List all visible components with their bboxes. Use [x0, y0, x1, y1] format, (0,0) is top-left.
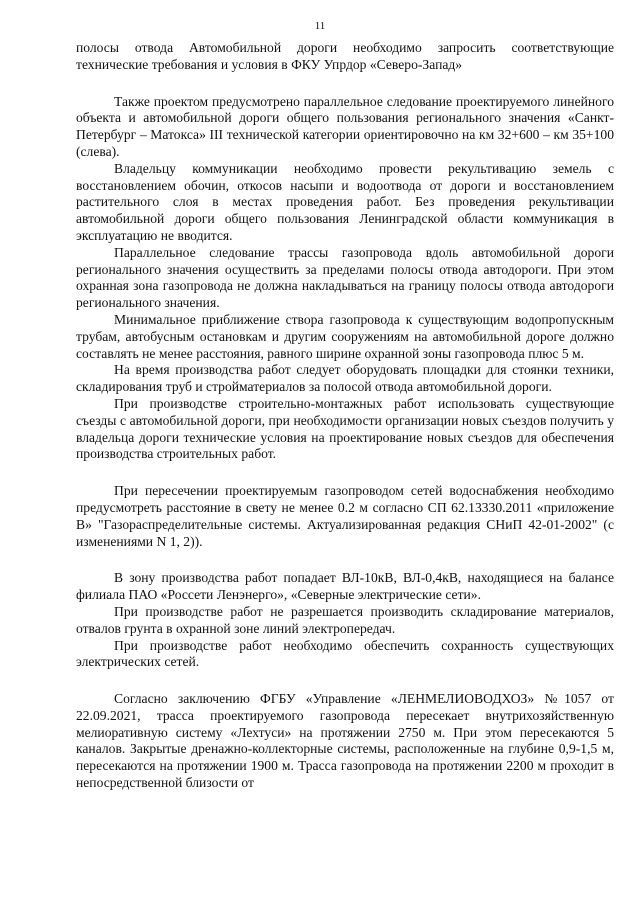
paragraph-equipment-sites: На время производства работ следует оборудовать площадки для стоянки техники, складирования труб и стройматериалов за полосой отвода автомобильной дороги. [76, 362, 614, 395]
paragraph-exits: При производстве строительно-монтажных работ использовать существующие съезды с автомобильной дороги, при необходимости организации новых съездов получить у владельца дороги технические условия на проектирование новых съездов для обеспечения производства строительных работ. [76, 395, 614, 462]
paragraph-min-approach: Минимальное приближение створа газопровода к существующим водопропускным трубам, автобусным остановкам и другим сооружениям на автомобильной дороге должно составлять не менее расстояния, равного ширине охранной зоны газопровода плюс 5 м. [76, 311, 614, 361]
paragraph-continuation: полосы отвода Автомобильной дороги необходимо запросить соответствующие технические требования и условия в ФКУ Упрдор «Северо-Запад» [76, 40, 614, 72]
paragraph-water-supply: При пересечении проектируемым газопроводом сетей водоснабжения необходимо предусмотреть расстояние в свету не менее 0.2 м согласно СП 62.13330.2011 «приложение В» "Газораспределительные системы. Актуализированная редакция СНиП 42-01-2002" (с изменениями N 1, 2)). [76, 483, 614, 549]
paragraph-melioration: Согласно заключению ФГБУ «Управление «ЛЕНМЕЛИОВОДХОЗ» №1057 от 22.09.2021, трасса проектируемого газопровода пересекает внутрихозяйственную мелиоративную систему «Лехтуси» на протяжении 2750 м. При этом пересекаются 5 каналов. Закрытые дренажно-коллекторные системы, расположенные на глубине 0,9-1,5 м, пересекаются на протяжении 1900 м. Трасса газопровода на протяжении 2200 м проходит в непосредственной близости от [76, 691, 614, 791]
paragraph-recultivation: Владельцу коммуникации необходимо провести рекультивацию земель с восстановлением обочин, откосов насыпи и водоотвода от дороги и восстановлением растительного слоя в местах проведения работ. Без проведения рекультивации автомобильной дороги общего пользования Ленинградской области коммуникация в эксплуатацию не вводится. [76, 160, 614, 243]
paragraph-power-lines: В зону производства работ попадает ВЛ-10кВ, ВЛ-0,4кВ, находящиеся на балансе филиала ПАО «Россети Ленэнерго», «Северные электрические сети». [76, 570, 614, 603]
paragraph-preserve-networks: При производстве работ необходимо обеспечить сохранность существующих электрических сетей. [76, 637, 614, 670]
paragraph-parallel-route: Параллельное следование трассы газопровода вдоль автомобильной дороги регионального значения осуществить за пределами полосы отвода автодороги. При этом охранная зона газопровода не должна накладываться на границу полосы отвода автодороги регионального значения. [76, 244, 614, 311]
page-number: 11 [314, 20, 326, 32]
paragraph-no-storage: При производстве работ не разрешается производить складирование материалов, отвалов грунта в охранной зоне линий электропередач. [76, 603, 614, 636]
paragraph-parallel-road: Также проектом предусмотрено параллельное следование проектируемого линейного объекта и автомобильной дороги общего пользования регионального значения «Санкт-Петербург – Матокса» III технической категории ориентировочно на км 32+600 – км 35+100 (слева). [76, 93, 614, 159]
document-body [76, 40, 614, 792]
